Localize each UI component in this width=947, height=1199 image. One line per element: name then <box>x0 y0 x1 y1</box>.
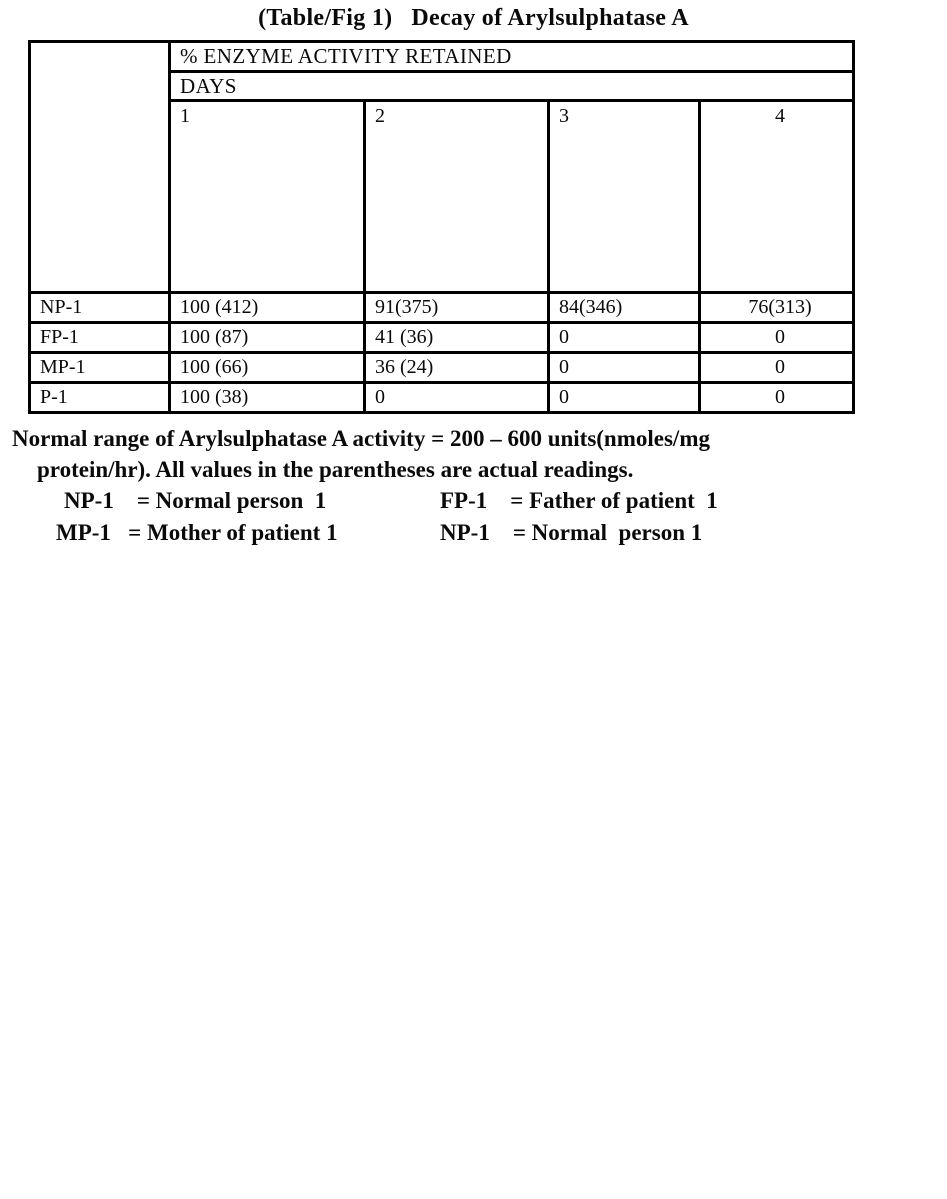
mp1-day2-value: 36 (24) <box>365 353 549 383</box>
row-label-np1: NP-1 <box>30 293 170 323</box>
p1-day3-value: 0 <box>549 383 700 413</box>
legend-row-1 <box>0 485 947 517</box>
enzyme-activity-header: % ENZYME ACTIVITY RETAINED <box>170 42 854 72</box>
row-label-mp1: MP-1 <box>30 353 170 383</box>
legend-mp1: MP-1 = Mother of patient 1 <box>56 520 338 545</box>
np1-day3-value: 84(346) <box>549 293 700 323</box>
mp1-day1-value: 100 (66) <box>170 353 365 383</box>
legend-np1: NP-1 = Normal person 1 <box>64 488 327 513</box>
legend-np1-duplicate: NP-1 = Normal person 1 <box>440 520 703 545</box>
p1-day4-value: 0 <box>700 383 854 413</box>
legend-row-2 <box>0 517 947 549</box>
table-header-row-1 <box>30 42 854 72</box>
table-row <box>30 293 854 323</box>
days-header: DAYS <box>170 72 854 101</box>
np1-day1-value: 100 (412) <box>170 293 365 323</box>
day-column-4: 4 <box>700 101 854 293</box>
table-row <box>30 353 854 383</box>
p1-day1-value: 100 (38) <box>170 383 365 413</box>
mp1-day3-value: 0 <box>549 353 700 383</box>
normal-range-note: Normal range of Arylsulphatase A activity = 200 – 600 units(nmoles/mg <box>12 426 710 451</box>
table-row <box>30 323 854 353</box>
np1-day2-value: 91(375) <box>365 293 549 323</box>
fp1-day1-value: 100 (87) <box>170 323 365 353</box>
fp1-day2-value: 41 (36) <box>365 323 549 353</box>
day-column-3: 3 <box>549 101 700 293</box>
row-label-fp1: FP-1 <box>30 323 170 353</box>
day-column-1: 1 <box>170 101 365 293</box>
legend-fp1: FP-1 = Father of patient 1 <box>440 488 718 513</box>
mp1-day4-value: 0 <box>700 353 854 383</box>
np1-day4-value: 76(313) <box>700 293 854 323</box>
corner-empty-cell <box>30 42 170 293</box>
decay-table <box>28 40 855 414</box>
day-column-2: 2 <box>365 101 549 293</box>
figure-title: (Table/Fig 1) Decay of Arylsulphatase A <box>258 5 689 31</box>
p1-day2-value: 0 <box>365 383 549 413</box>
fp1-day3-value: 0 <box>549 323 700 353</box>
parentheses-note: protein/hr). All values in the parentheses are actual readings. <box>37 457 634 482</box>
table-row <box>30 383 854 413</box>
row-label-p1: P-1 <box>30 383 170 413</box>
footnotes <box>0 423 947 549</box>
fp1-day4-value: 0 <box>700 323 854 353</box>
